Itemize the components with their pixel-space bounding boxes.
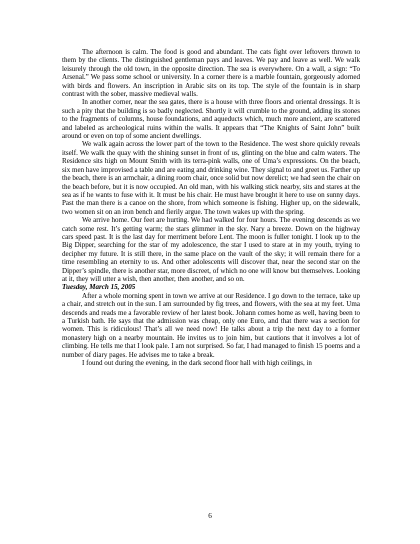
body-text bbox=[62, 48, 360, 367]
page-number: 6 bbox=[208, 512, 212, 520]
paragraph: We walk again across the lower part of the town to the Residence. The west shore quickly reveals itself. We walk the quay with the shining sunset in front of us, glinting on the blue and calm waters. The Residence sits high on Mount Smith with its terra-pink walls, one of Uma’s expressions. On the beach, six men have improvised a table and are eating and drinking wine. They signal to and greet us. Farther up the beach, there is an armchair, a dining room chair, once solid but now derelict; we had seen the chair on the beach before, but it is now occupied. An old man, with his walking stick nearby, sits and stares at the sea as if he wants to fuse with it. It must be his chair. He must have brought it here to use on sunny days. Past the man there is a canoe on the shore, from which someone is fishing. Higher up, on the sidewalk, two women sit on an iron bench and fierily argue. The town wakes up with the spring. bbox=[62, 140, 360, 216]
diary-date-heading: Tuesday, March 15, 2005 bbox=[62, 283, 136, 292]
paragraph: After a whole morning spent in town we arrive at our Residence. I go down to the terrace, take up a chair, and stretch out in the sun. I am surrounded by fig trees, and flowers, with the sea at my feet. Uma descends and reads me a favorable review of her latest book. Johann comes home as well, having been to a Turkish bath. He says that the admission was cheap, only one Euro, and that there was a section for women. This is ridiculous! That’s all we need now! He talks about a trip the next day to a former monastery high on a nearby mountain. He invites us to join him, but cautions that it involves a lot of climbing. He tells me that I look pale. I am not surprised. So far, I had managed to finish 15 poems and a number of diary pages. He advises me to take a break. bbox=[62, 291, 360, 359]
paragraph: The afternoon is calm. The food is good and abundant. The cats fight over leftovers thrown to them by the clients. The distinguished gentleman pays and leaves. We pay and leave as well. We walk leisurely through the old town, in the opposite direction. The sea is everywhere. On a wall, a sign: “To Arsenal.” We pass some school or university. In a corner there is a marble fountain, gorgeously adorned with birds and flowers. An inscription in Arabic sits on its top. The style of the fountain is in sharp contrast with the sober, massive medieval walls. bbox=[62, 48, 360, 99]
paragraph: In another corner, near the sea gates, there is a house with three floors and oriental dressings. It is such a pity that the building is so badly neglected. Shortly it will crumble to the ground, adding its stones to the fragments of columns, house foundations, and aqueducts which, much more ancient, are scattered and labeled as archeological ruins within the walls. It appears that “The Knights of Saint John” built around or even on top of some ancient dwellings. bbox=[62, 98, 360, 141]
paragraph: We arrive home. Our feet are hurting. We had walked for four hours. The evening descends as we catch some rest. It’s getting warm; the stars glimmer in the sky. Nary a breeze. Down on the highway cars speed past. It is the last day for merriment before Lent. The moon is fuller tonight. I look up to the Big Dipper, searching for the star of my adolescence, the star I used to stare at in my youth, trying to decipher my future. It is still there, in the same place on the vault of the sky; it will remain there for a time resembling an eternity to us. And other adolescents will discover that, near the second star on the Dipper’s spindle, there is another star, more discreet, of which no one will know but themselves. Looking at it, they will utter a wish, then another, then another, and so on. bbox=[62, 216, 360, 283]
paragraph: I found out during the evening, in the dark second floor hall with high ceilings, in bbox=[82, 359, 312, 368]
